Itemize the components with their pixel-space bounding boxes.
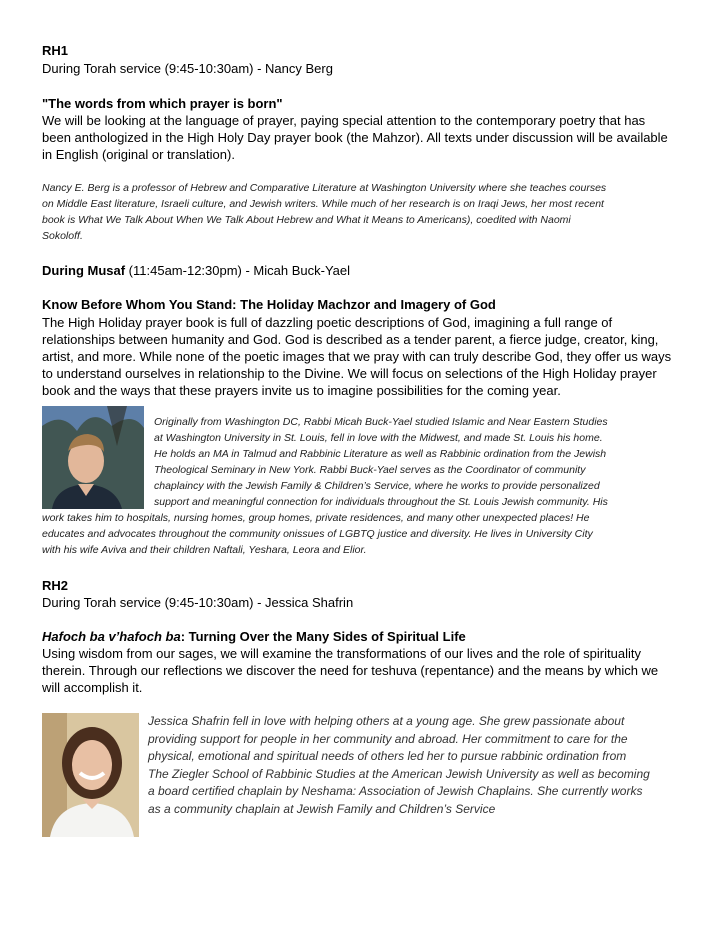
micah-bio-line: chaplaincy with the Jewish Family & Children’s Service, where he works to provide personalized (154, 480, 600, 492)
micah-bio-line: Theological Seminary in New York. Rabbi Buck-Yael serves as the Coordinator of community (154, 464, 586, 476)
rh1-desc-line: We will be looking at the language of prayer, paying special attention to the contemporary poetry that has (42, 113, 646, 128)
jessica-bio-line: The Ziegler School of Rabbinic Studies at the American Jewish University as well as becoming (148, 766, 650, 781)
musaf-desc-line: book and the ways that these prayers invite us to imagine possibilities for the coming year. (42, 383, 561, 398)
rh2-desc-line: Using wisdom from our sages, we will examine the transformations of our lives and the role of spirituality (42, 646, 641, 661)
musaf-desc-line: artist, and more. While none of the poetic images that we pray with can truly describe God, they offer us ways (42, 349, 672, 364)
musaf-desc-line: The High Holiday prayer book is full of dazzling poetic descriptions of God, imagining a full range of (42, 315, 613, 330)
rh2-desc-line: therein. Through our reflections we discover the need for teshuva (repentance) and the means by which we (42, 663, 659, 678)
photo-spacer (42, 414, 154, 510)
rh2-desc-line: will accomplish it. (42, 680, 143, 695)
rh1-desc-line: in English (original or translation). (42, 147, 235, 162)
micah-bio-line: educates and advocates throughout the community onissues of LGBTQ justice and diversity. He lives in University City (42, 528, 593, 540)
rh1-heading: RH1 (42, 43, 69, 58)
rh1-session: During Torah service (9:45-10:30am) - Nancy Berg (42, 61, 333, 76)
rh1-bio-line: book is What We Talk About When We Talk About Hebrew and What it Means to Americans), coedited with Naomi (42, 214, 571, 226)
micah-bio-line: work takes him to hospitals, nursing homes, group homes, private residences, and many other unexpected places! He (42, 512, 590, 524)
musaf-desc-line: to understand ourselves in relationship to the Divine. We will focus on selections of the High Holiday prayer (42, 366, 657, 381)
jessica-bio-line: as a community chaplain at Jewish Family and Children’s Service (148, 801, 496, 816)
jessica-bio-line: a board certified chaplain by Neshama: Association of Jewish Chaplains. She currently works (148, 784, 643, 798)
micah-bio-line: at Washington University in St. Louis, fell in love with the Midwest, and made St. Louis his home. (154, 432, 603, 444)
jessica-bio-line: physical, emotional and spiritual needs of others led her to pursue rabbinic ordination from (148, 749, 627, 763)
portrait-illustration (42, 713, 139, 837)
micah-bio-line: support and meaningful connection for individuals throughout the St. Louis Jewish community. His (154, 496, 608, 508)
rh1-bio-line: Nancy E. Berg is a professor of Hebrew and Comparative Literature at Washington University where she teaches courses (42, 182, 607, 194)
micah-bio (42, 414, 682, 558)
rh1-bio-line: on Middle East literature, Israeli culture, and Jewish writers. While much of her research is on Iraqi Jews, her most recent (42, 198, 604, 210)
rh2-title-italic: Hafoch ba v’hafoch ba (42, 629, 181, 644)
rh2-session: During Torah service (9:45-10:30am) - Jessica Shafrin (42, 595, 354, 610)
musaf-session (42, 262, 350, 279)
rh2-title (42, 628, 466, 645)
rh1-title: "The words from which prayer is born" (42, 96, 283, 111)
jessica-bio-line: providing support for people in her community and abroad. Her commitment to care for the (148, 731, 628, 746)
jessica-shafrin-photo (42, 713, 139, 837)
jessica-bio-line: Jessica Shafrin fell in love with helping others at a young age. She grew passionate about (148, 714, 625, 728)
rh2-heading: RH2 (42, 578, 69, 593)
micah-bio-line: with his wife Aviva and their children Naftali, Yeshara, Leora and Elior. (42, 544, 367, 556)
rh1-bio-line: Sokoloff. (42, 230, 83, 242)
micah-bio-line: He holds an MA in Talmud and Rabbinic Literature as well as Rabbinic ordination from the Jewish (154, 448, 607, 460)
musaf-label: During Musaf (42, 263, 126, 278)
musaf-title: Know Before Whom You Stand: The Holiday Machzor and Imagery of God (42, 297, 496, 312)
musaf-session-rest: (11:45am-12:30pm) - Micah Buck-Yael (125, 263, 351, 278)
micah-bio-line: Originally from Washington DC, Rabbi Micah Buck-Yael studied Islamic and Near Eastern Studies (154, 416, 608, 428)
rh2-title-rest: : Turning Over the Many Sides of Spiritual Life (180, 629, 466, 644)
rh1-desc-line: been anthologized in the High Holy Day prayer book (the Mahzor). All texts under discussion will be available (42, 130, 668, 145)
musaf-desc-line: relationships between humanity and God. God is described as a tender parent, a fierce judge, creator, king, (42, 332, 659, 347)
